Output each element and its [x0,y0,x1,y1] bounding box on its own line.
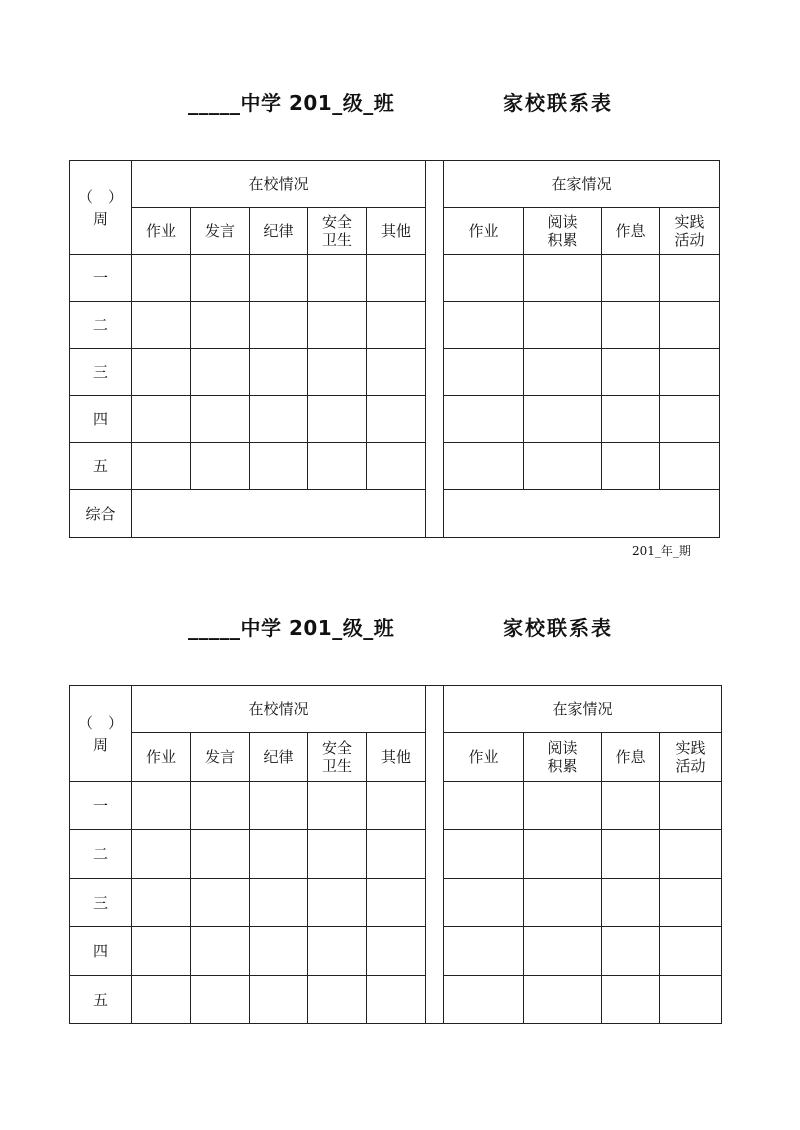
entry-cell[interactable] [367,976,426,1024]
entry-cell[interactable] [367,830,426,879]
entry-cell[interactable] [132,302,191,349]
entry-cell[interactable] [191,927,250,976]
entry-cell[interactable] [524,302,602,349]
home-col-homework: 作业 [444,733,524,782]
summary-entry-cell[interactable] [132,490,720,538]
home-group-header: 在家情况 [444,161,720,208]
entry-cell[interactable] [132,396,191,443]
school-col-other: 其他 [367,208,426,255]
entry-cell[interactable] [132,349,191,396]
school-col-speaking: 发言 [191,208,250,255]
entry-cell[interactable] [444,443,524,490]
entry-cell[interactable] [602,782,660,830]
week-label: 周 [92,209,108,228]
entry-cell[interactable] [602,927,660,976]
home-col-practice-label: 实践活动 [675,739,706,775]
week-header-cell [70,161,132,255]
entry-cell[interactable] [191,782,250,830]
entry-cell[interactable] [524,255,602,302]
day-label: 三 [70,349,132,396]
entry-cell[interactable] [444,976,524,1024]
week-label: 周 [92,735,108,754]
school-col-safety-label: 安全卫生 [322,213,353,249]
entry-cell[interactable] [660,396,720,443]
entry-cell[interactable] [191,255,250,302]
school-class-title: _____中学 201_级_班 [188,91,395,115]
school-group-header: 在校情况 [132,161,426,208]
entry-cell[interactable] [250,349,308,396]
home-col-homework: 作业 [444,208,524,255]
table-row [70,396,720,443]
entry-cell[interactable] [444,255,524,302]
home-col-routine: 作息 [602,208,660,255]
entry-cell[interactable] [660,349,720,396]
day-label: 四 [70,927,132,976]
home-col-routine: 作息 [602,733,660,782]
school-col-homework: 作业 [132,733,191,782]
school-col-safety [308,208,367,255]
form-title: 家校联系表 [503,91,613,115]
entry-cell[interactable] [524,927,602,976]
entry-cell[interactable] [132,976,191,1024]
entry-cell[interactable] [602,349,660,396]
summary-label: 综合 [70,490,132,538]
entry-cell[interactable] [367,879,426,927]
entry-cell[interactable] [367,443,426,490]
entry-cell[interactable] [308,976,367,1024]
day-label: 二 [70,302,132,349]
entry-cell[interactable] [660,927,722,976]
school-group-header: 在校情况 [132,686,426,733]
school-col-homework: 作业 [132,208,191,255]
entry-cell[interactable] [367,302,426,349]
home-col-reading [524,208,602,255]
entry-cell[interactable] [602,976,660,1024]
home-col-reading [524,733,602,782]
entry-cell[interactable] [444,782,524,830]
entry-cell[interactable] [250,443,308,490]
home-col-reading-label: 阅读积累 [547,739,578,775]
entry-cell[interactable] [308,255,367,302]
entry-cell[interactable] [132,255,191,302]
column-divider [426,161,444,538]
entry-cell[interactable] [132,443,191,490]
day-label: 四 [70,396,132,443]
entry-cell[interactable] [367,349,426,396]
entry-cell[interactable] [367,255,426,302]
entry-cell[interactable] [308,349,367,396]
term-note: 201_年_期 [632,544,691,558]
entry-cell[interactable] [250,976,308,1024]
entry-cell[interactable] [250,830,308,879]
week-number-blank[interactable]: （ ） [77,187,123,206]
day-label: 二 [70,830,132,879]
column-divider [426,686,444,1024]
entry-cell[interactable] [191,302,250,349]
entry-cell[interactable] [524,782,602,830]
entry-cell[interactable] [444,396,524,443]
entry-cell[interactable] [602,830,660,879]
form-header-2 [0,612,800,652]
entry-cell[interactable] [191,443,250,490]
entry-cell[interactable] [250,879,308,927]
entry-cell[interactable] [132,927,191,976]
entry-cell[interactable] [602,302,660,349]
table-row [70,976,722,1024]
entry-cell[interactable] [191,879,250,927]
entry-cell[interactable] [444,879,524,927]
entry-cell[interactable] [444,830,524,879]
entry-cell[interactable] [524,396,602,443]
contact-table-2 [69,685,722,1024]
entry-cell[interactable] [602,879,660,927]
entry-cell[interactable] [602,396,660,443]
contact-table-1 [69,160,720,538]
entry-cell[interactable] [308,443,367,490]
entry-cell[interactable] [524,349,602,396]
table-row [70,830,722,879]
day-label: 三 [70,879,132,927]
entry-cell[interactable] [524,976,602,1024]
entry-cell[interactable] [250,396,308,443]
entry-cell[interactable] [191,976,250,1024]
entry-cell[interactable] [444,927,524,976]
day-label: 一 [70,255,132,302]
school-col-discipline: 纪律 [250,733,308,782]
entry-cell[interactable] [367,782,426,830]
table-row [70,255,720,302]
entry-cell[interactable] [191,396,250,443]
form-header-1 [0,87,800,127]
table-row [70,443,720,490]
entry-cell[interactable] [524,879,602,927]
entry-cell[interactable] [250,302,308,349]
entry-cell[interactable] [132,830,191,879]
summary-row [70,490,720,538]
day-label: 五 [70,976,132,1024]
entry-cell[interactable] [308,927,367,976]
entry-cell[interactable] [308,879,367,927]
table-row [70,782,722,830]
entry-cell[interactable] [367,927,426,976]
entry-cell[interactable] [308,830,367,879]
entry-cell[interactable] [132,879,191,927]
entry-cell[interactable] [660,782,722,830]
entry-cell[interactable] [660,830,722,879]
entry-cell[interactable] [308,396,367,443]
school-col-safety-label: 安全卫生 [322,739,353,775]
entry-cell[interactable] [524,830,602,879]
home-col-practice-label: 实践活动 [674,213,705,249]
table-row [70,927,722,976]
entry-cell[interactable] [308,302,367,349]
school-col-speaking: 发言 [191,733,250,782]
entry-cell[interactable] [308,782,367,830]
home-col-practice [660,733,722,782]
table-row [70,879,722,927]
table-row [70,302,720,349]
entry-cell[interactable] [660,976,722,1024]
entry-cell[interactable] [367,396,426,443]
entry-cell[interactable] [660,879,722,927]
school-class-title: _____中学 201_级_班 [188,616,395,640]
entry-cell[interactable] [250,927,308,976]
week-number-blank[interactable]: （ ） [77,713,123,732]
day-label: 一 [70,782,132,830]
home-col-reading-label: 阅读积累 [547,213,578,249]
day-label: 五 [70,443,132,490]
entry-cell[interactable] [250,782,308,830]
entry-cell[interactable] [250,255,308,302]
entry-cell[interactable] [660,302,720,349]
entry-cell[interactable] [444,302,524,349]
week-header-cell [70,686,132,782]
entry-cell[interactable] [660,443,720,490]
school-col-discipline: 纪律 [250,208,308,255]
home-group-header: 在家情况 [444,686,722,733]
entry-cell[interactable] [602,443,660,490]
entry-cell[interactable] [444,349,524,396]
home-col-practice [660,208,720,255]
entry-cell[interactable] [132,782,191,830]
table-row [70,349,720,396]
school-col-other: 其他 [367,733,426,782]
entry-cell[interactable] [524,443,602,490]
school-col-safety [308,733,367,782]
entry-cell[interactable] [660,255,720,302]
entry-cell[interactable] [191,830,250,879]
entry-cell[interactable] [602,255,660,302]
form-title: 家校联系表 [503,616,613,640]
entry-cell[interactable] [191,349,250,396]
